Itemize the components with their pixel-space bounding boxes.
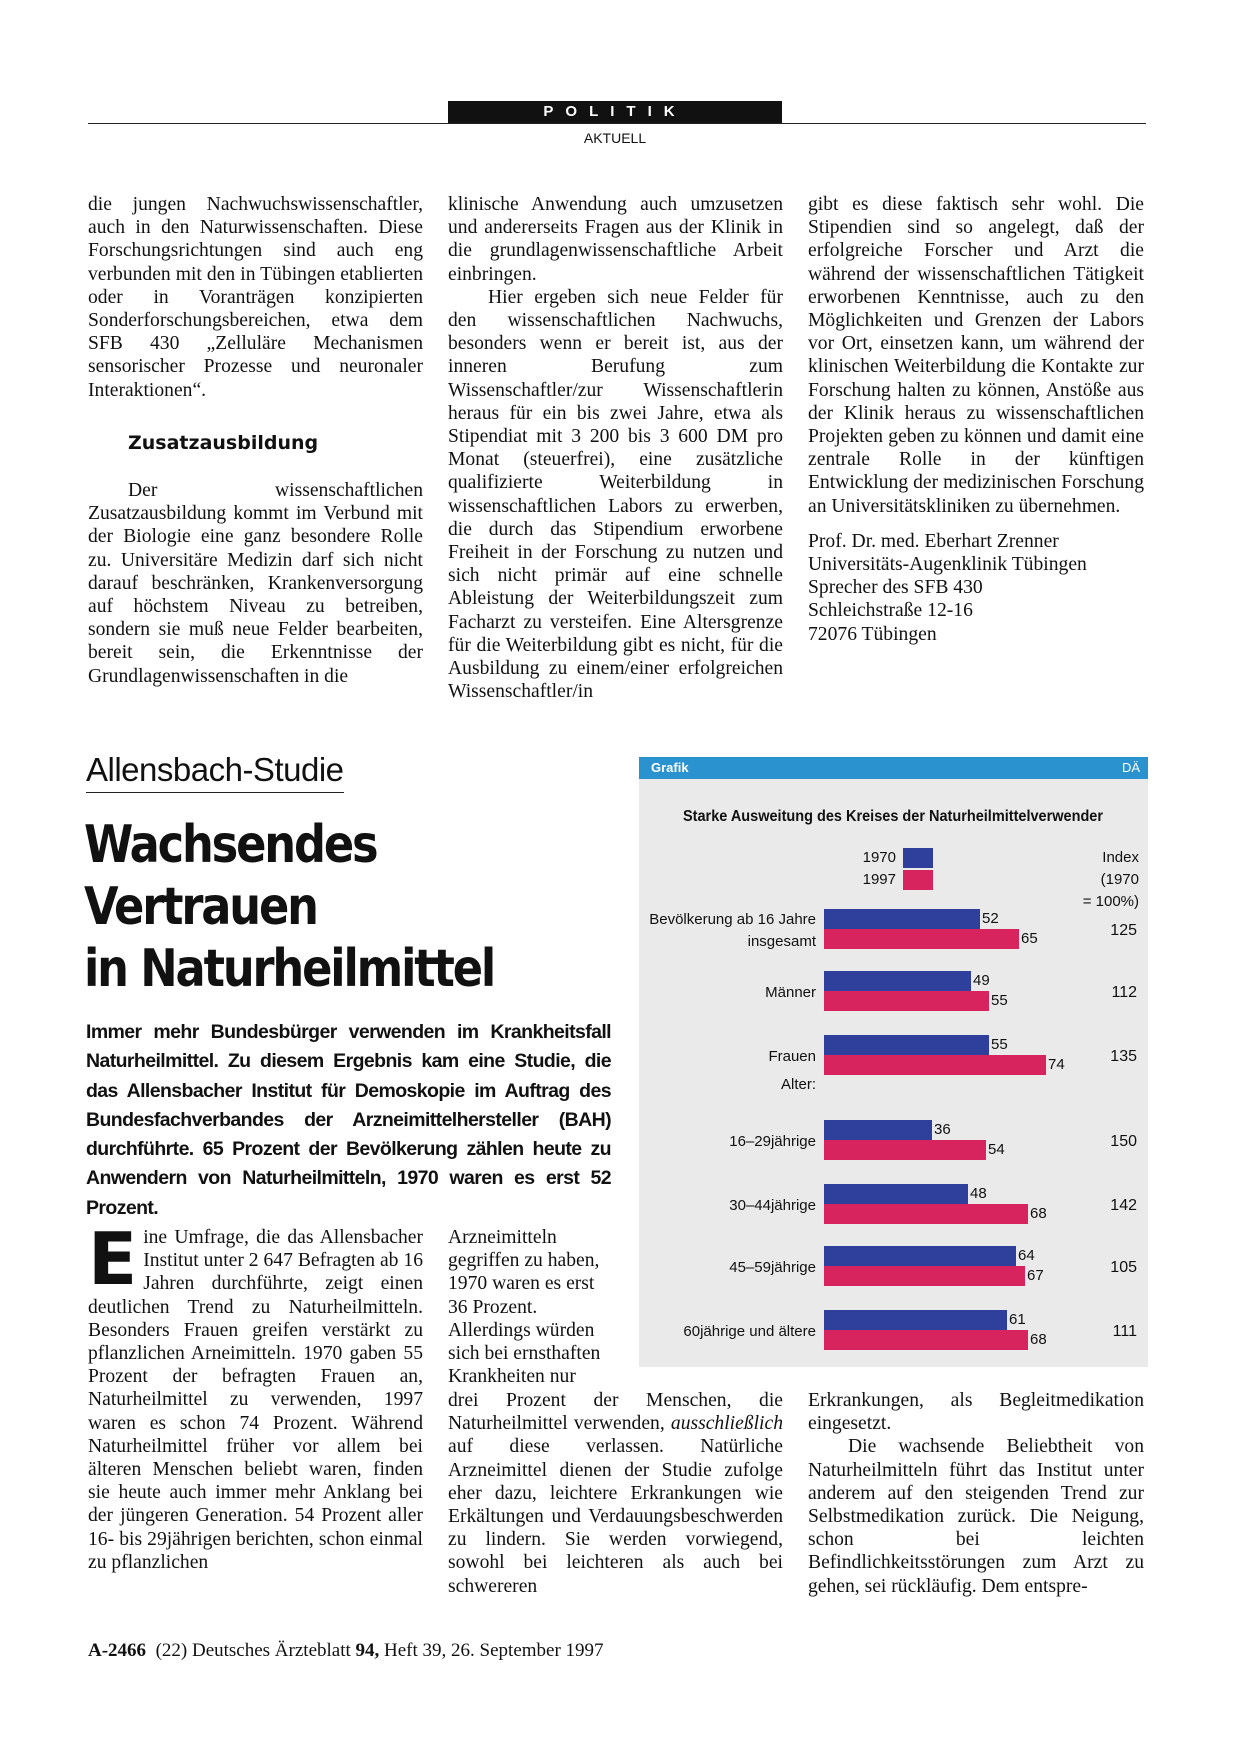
subsection-label: AKTUELL xyxy=(583,130,647,146)
index-value: 142 xyxy=(1110,1197,1137,1214)
title-line: Wachsendes xyxy=(84,815,377,875)
title-line: in Naturheilmittel xyxy=(84,939,495,999)
text: drei Prozent der Menschen, die Naturheilmittel verwenden, xyxy=(448,1390,783,1435)
bar-1970 xyxy=(824,971,971,991)
index-header: Index xyxy=(1102,849,1139,866)
index-header: (1970 xyxy=(1100,871,1139,888)
bar-1997 xyxy=(824,929,1019,949)
drop-cap: E xyxy=(88,1217,138,1301)
bar-1970 xyxy=(824,1246,1016,1266)
category-label: insgesamt xyxy=(747,933,816,950)
index-value: 105 xyxy=(1110,1259,1137,1276)
article-title xyxy=(84,814,600,1000)
chart-header-bar xyxy=(639,757,1148,779)
data-label: 65 xyxy=(1021,930,1038,947)
section-label: POLITIK xyxy=(448,101,782,123)
category-label: 60jährige und ältere xyxy=(683,1323,816,1340)
bar-1997 xyxy=(824,1266,1025,1286)
bar-1970 xyxy=(824,1035,989,1055)
bar-1970 xyxy=(824,1310,1007,1330)
category-label: 16–29jährige xyxy=(729,1133,816,1150)
paragraph: Die wachsende Beliebtheit von Naturheilmitteln führt das Institut unter anderem auf den steigenden Trend zur Selbstmedikation zurück. Die Neigung, schon bei leichten Befindlichkeitsstörungen zum Arzt zu gehen, sei rückläufig. Dem entspre- xyxy=(808,1436,1144,1597)
bar-1970 xyxy=(824,1184,968,1204)
index-value: 112 xyxy=(1111,984,1137,1001)
data-label: 52 xyxy=(982,910,999,927)
category-label: 45–59jährige xyxy=(729,1259,816,1276)
header-rule xyxy=(88,123,1146,124)
article-column-3 xyxy=(808,1389,1144,1598)
article-column-1 xyxy=(88,1217,423,1574)
footer-text: Heft 39, 26. September 1997 xyxy=(379,1640,604,1661)
data-label: 48 xyxy=(970,1185,987,1202)
signature-line: Schleichstraße 12-16 xyxy=(808,600,973,622)
category-label: Bevölkerung ab 16 Jahre xyxy=(649,911,816,928)
paragraph: Hier ergeben sich neue Felder für den wissenschaftlichen Nachwuchs, besonders wenn er bereit ist, aus der inneren Berufung zum Wissenschaftler/zur Wissenschaftlerin heraus für ein bis zwei Jahre, etwa als Stipendiat mit 3 200 bis 3 600 DM pro Monat (steuerfrei), eine zusätzliche qualifizierte Weiterbildung in wissenschaftlichen Labors zu erwerben, die durch das Stipendium erworbene Freiheit in der Forschung zu nutzen und sich nicht primär auf eine schnelle Ableistung der Weiterbildungszeit zum Facharzt zu versteifen. Eine Altersgrenze für die Weiterbildung gibt es nicht, für die Ausbildung zu einem/einer erfolgreichen Wissenschaftler/in xyxy=(448,286,783,703)
chart-brand: DÄ xyxy=(1121,760,1140,775)
signature-line: Sprecher des SFB 430 xyxy=(808,577,983,599)
index-value: 111 xyxy=(1112,1323,1137,1340)
chart-tag: Grafik xyxy=(651,760,689,775)
bar-1997 xyxy=(824,1055,1046,1075)
signature-line: Universitäts-Augenklinik Tübingen xyxy=(808,554,1087,576)
data-label: 64 xyxy=(1018,1247,1035,1264)
data-label: 55 xyxy=(991,1036,1008,1053)
bar-1997 xyxy=(824,1140,986,1160)
index-header: = 100%) xyxy=(1082,893,1139,910)
bar-1997 xyxy=(824,991,989,1011)
data-label: 55 xyxy=(991,992,1008,1009)
data-label: 74 xyxy=(1048,1056,1065,1073)
page-footer xyxy=(88,1640,604,1662)
bar-1997 xyxy=(824,1204,1028,1224)
page-number: A-2466 xyxy=(88,1640,147,1661)
index-value: 125 xyxy=(1110,922,1137,939)
text: auf diese verlassen. Natürliche Arzneimittel dienen der Studie zufolge eher dazu, leichtere Erkrankungen wie Erkältungen und Verdauungsbeschwerden zu lindern. Sie werden vorwiegend, sowohl bei leichteren als auch bei schwereren xyxy=(448,1436,783,1597)
index-value: 150 xyxy=(1110,1133,1137,1150)
data-label: 61 xyxy=(1009,1311,1026,1328)
paragraph xyxy=(448,1389,783,1598)
bar-1970 xyxy=(824,909,980,929)
paragraph xyxy=(88,1217,423,1574)
article-column-2a xyxy=(448,1226,611,1388)
author-signature xyxy=(808,530,1144,646)
category-label: Männer xyxy=(765,984,816,1001)
category-label: Frauen xyxy=(768,1048,816,1065)
legend-label: 1997 xyxy=(862,871,896,888)
article-lead: Immer mehr Bundesbürger verwenden im Krankheitsfall Naturheilmittel. Zu diesem Ergebnis kam eine Studie, die das Allensbacher Institut für Demoskopie im Auftrag des Bundesfachverbandes der Arzneimittelhersteller (BAH) durchführte. 65 Prozent der Bevölkerung zählen heute zu Anwendern von Naturheilmitteln, 1970 waren es erst 52 Prozent. xyxy=(86,1021,611,1219)
legend-label: 1970 xyxy=(862,849,896,866)
subheading: Zusatzausbildung xyxy=(128,431,319,454)
paragraph: die jungen Nachwuchswissenschaftler, auch in den Naturwissenschaften. Diese Forschungsrichtungen sind auch eng verbunden mit den in Tübingen etablierten oder in Voranträgen konzipierten Sonderforschungsbereichen, etwa dem SFB 430 „Zelluläre Mechanismen sensorischer Prozesse und neuronaler Interaktionen“. xyxy=(88,194,423,401)
paragraph: Arzneimitteln gegriffen zu haben, 1970 waren es erst 36 Prozent. Allerdings würden sich bei ernsthaften Krankheiten nur xyxy=(448,1227,601,1388)
data-label: 36 xyxy=(934,1121,951,1138)
data-label: 67 xyxy=(1027,1267,1044,1284)
group-label: Alter: xyxy=(780,1076,816,1093)
paragraph: klinische Anwendung auch umzusetzen und andererseits Fragen aus der Klinik in die grundlagenwissenschaftliche Arbeit einbringen. xyxy=(448,194,783,285)
title-line: Vertrauen xyxy=(84,877,317,937)
paragraph: gibt es diese faktisch sehr wohl. Die Stipendien sind so angelegt, daß der erfolgreiche Forscher und Arzt die während der wissenschaftlichen Tätigkeit erworbenen Kenntnisse, auch zu den Möglichkeiten und Grenzen der Labors vor Ort, einsetzen kann, um während der klinischen Weiterbildung die Kontakte zur Forschung halten zu können, Anstöße aus der Klinik heraus zu wissenschaftlichen Projekten geben zu können und damit eine zentrale Rolle in der künftigen Entwicklung der medizinischen Forschung an Universitätskliniken zu übernehmen. xyxy=(808,194,1144,517)
data-label: 68 xyxy=(1030,1331,1047,1348)
legend-swatch xyxy=(903,870,933,890)
paragraph-text: ine Umfrage, die das Allensbacher Institut unter 2 647 Befragten ab 16 Jahren durchführte, zeigt einen deutlichen Trend zu Naturheilmitteln. Besonders Frauen greifen verstärkt zu pflanzlichen Arneimitteln. 1970 gaben 55 Prozent der befragten Frauen an, Naturheilmittel zu verwenden, 1997 waren es schon 74 Prozent. Während Naturheilmittel früher vor allem bei älteren Menschen beliebt waren, finden sie heute auch immer mehr Anklang bei der jüngeren Generation. 54 Prozent aller 16- bis 29jährigen berichten, schon einmal zu pflanzlichen xyxy=(88,1227,423,1573)
chart-title: Starke Ausweitung des Kreises der Naturheilmittelverwender xyxy=(683,808,1103,825)
bar-1997 xyxy=(824,1330,1028,1350)
footer-text: (22) Deutsches Ärzteblatt xyxy=(155,1640,356,1661)
chart-panel xyxy=(639,757,1148,1367)
index-value: 135 xyxy=(1110,1048,1137,1065)
data-label: 49 xyxy=(973,972,990,989)
top-column-1 xyxy=(88,193,423,688)
paragraph: Der wissenschaftlichen Zusatzausbildung kommt im Verbund mit der Biologie eine ganz besondere Rolle zu. Universitäre Medizin darf sich nicht darauf beschränken, Krankenversorgung auf höchstem Niveau zu betreiben, sondern sie muß neue Felder bearbeiten, bereit sein, die Erkenntnisse der Grundlagenwissenschaften in die xyxy=(88,480,423,687)
paragraph: Erkrankungen, als Begleitmedikation eingesetzt. xyxy=(808,1390,1144,1435)
signature-line: Prof. Dr. med. Eberhart Zrenner xyxy=(808,530,1059,552)
top-column-3 xyxy=(808,193,1144,646)
article-column-2b xyxy=(448,1389,783,1598)
data-label: 68 xyxy=(1030,1205,1047,1222)
article-kicker: Allensbach-Studie xyxy=(86,751,344,793)
bar-1970 xyxy=(824,1120,932,1140)
emphasis: ausschließlich xyxy=(670,1413,783,1435)
bar-chart xyxy=(639,779,1148,1367)
category-label: 30–44jährige xyxy=(729,1197,816,1214)
legend-swatch xyxy=(903,848,933,868)
signature-line: 72076 Tübingen xyxy=(808,623,937,645)
data-label: 54 xyxy=(988,1141,1005,1158)
top-column-2 xyxy=(448,193,783,703)
footer-volume: 94, xyxy=(355,1640,380,1661)
